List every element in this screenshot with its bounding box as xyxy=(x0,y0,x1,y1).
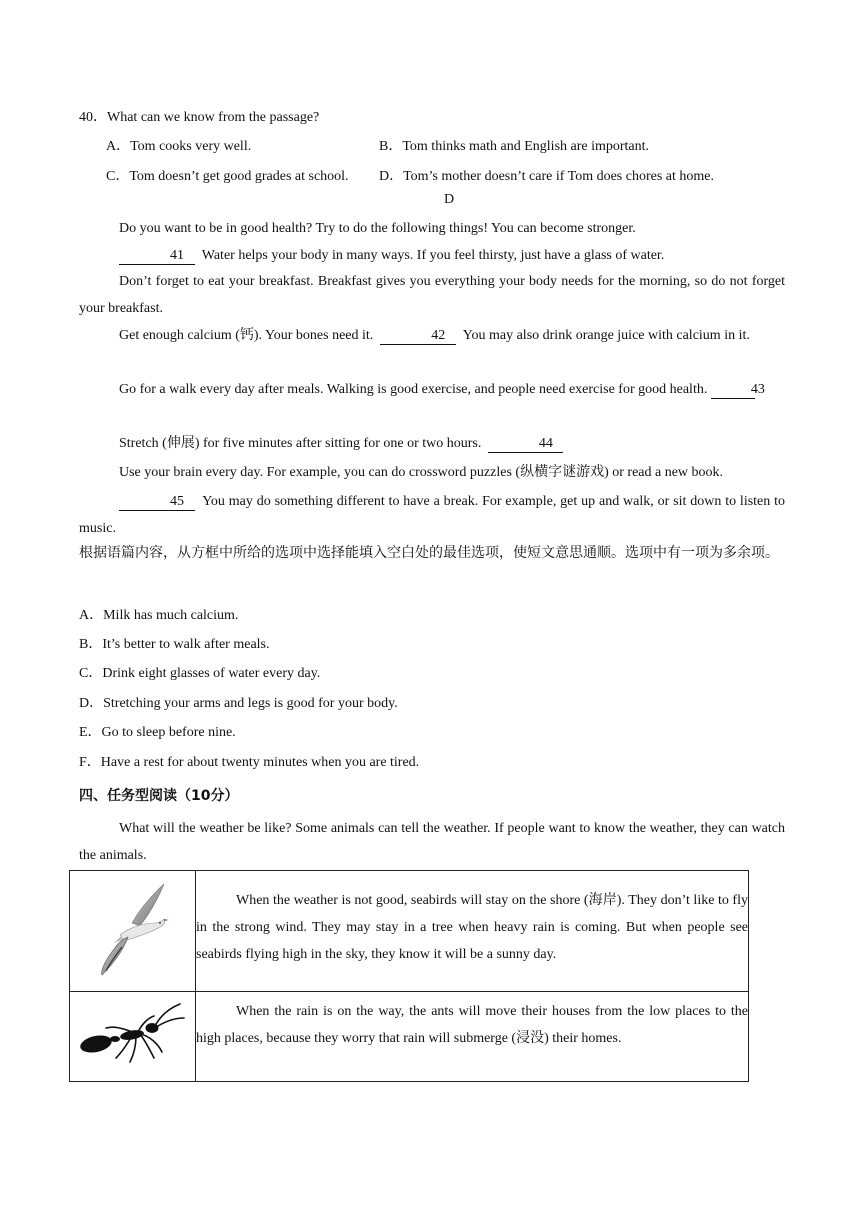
animal-weather-table xyxy=(69,870,749,1082)
blank-44[interactable]: 44 xyxy=(488,436,563,453)
choice-c: C．Drink eight glasses of water every day. xyxy=(79,666,321,681)
choice-b: B．It’s better to walk after meals. xyxy=(79,637,270,652)
question-40-stem: 40．What can we know from the passage? xyxy=(79,110,320,125)
blank-45[interactable]: 45 xyxy=(119,494,195,511)
seabird-icon xyxy=(70,871,195,991)
instruction-text: 根据语篇内容，从方框中所给的选项中选择能填入空白处的最佳选项，使短文意思通顺。选项中有一项为多余项。 xyxy=(79,546,779,561)
choice-e: E．Go to sleep before nine. xyxy=(79,725,236,740)
passage-p3-text: Get enough calcium (钙). Your bones need it. xyxy=(119,328,374,343)
passage-p5-text: Stretch (伸展) for five minutes after sitting for one or two hours. xyxy=(119,436,482,451)
ant-text: When the rain is on the way, the ants will move their houses from the low places to the high places, because they worry that rain will submerge (浸没) their homes. xyxy=(196,1004,748,1046)
seabird-cell xyxy=(70,871,196,992)
blank-43[interactable]: 43 xyxy=(711,382,755,399)
passage-p4-text: Go for a walk every day after meals. Walking is good exercise, and people need exercise for good health. xyxy=(119,382,708,397)
ant-cell xyxy=(70,992,196,1082)
option-b: B．Tom thinks math and English are important. xyxy=(379,139,650,154)
passage-p7-text: You may do something different to have a break. For example, get up and walk, or sit down to listen to music. xyxy=(79,494,786,536)
blank-42[interactable]: 42 xyxy=(380,328,456,345)
passage-intro: Do you want to be in good health? Try to do the following things! You can become stronger. xyxy=(119,221,636,236)
choice-d: D．Stretching your arms and legs is good for your body. xyxy=(79,696,398,711)
passage-p5 xyxy=(79,430,785,457)
table-row xyxy=(70,871,749,992)
passage-p6: Use your brain every day. For example, you can do crossword puzzles (纵横字谜游戏) or read a new book. xyxy=(119,465,724,480)
passage-p4 xyxy=(79,376,785,403)
passage-p7 xyxy=(79,488,785,542)
passage-p1 xyxy=(79,242,785,269)
section-4-intro: What will the weather be like? Some animals can tell the weather. If people want to know the weather, they can watch the animals. xyxy=(79,821,785,863)
ant-text-cell xyxy=(196,992,749,1082)
choice-a: A．Milk has much calcium. xyxy=(79,608,239,623)
ant-icon xyxy=(70,992,195,1081)
choice-f: F．Have a rest for about twenty minutes when you are tired. xyxy=(79,755,420,770)
option-c: C．Tom doesn’t get good grades at school. xyxy=(106,169,349,184)
option-d: D．Tom’s mother doesn’t care if Tom does chores at home. xyxy=(379,169,715,184)
passage-p2: Don’t forget to eat your breakfast. Breakfast gives you everything your body needs for the morning, so do not forget your breakfast. xyxy=(79,274,785,316)
seabird-text-cell xyxy=(196,871,749,992)
section-4-heading: 四、任务型阅读（10分） xyxy=(79,788,239,804)
seabird-text: When the weather is not good, seabirds will stay on the shore (海岸). They don’t like to fly in the strong wind. They may stay in a tree when heavy rain is coming. But when people see seabirds flying high in the sky, they know it will be a sunny day. xyxy=(196,893,748,962)
passage-p1-text: Water helps your body in many ways. If you feel thirsty, just have a glass of water. xyxy=(201,248,665,263)
passage-letter: D xyxy=(444,192,455,207)
passage-p3 xyxy=(79,322,785,349)
option-a: A．Tom cooks very well. xyxy=(106,139,252,154)
blank-41[interactable]: 41 xyxy=(119,248,195,265)
table-row xyxy=(70,992,749,1082)
passage-p3-after: You may also drink orange juice with calcium in it. xyxy=(462,328,750,343)
